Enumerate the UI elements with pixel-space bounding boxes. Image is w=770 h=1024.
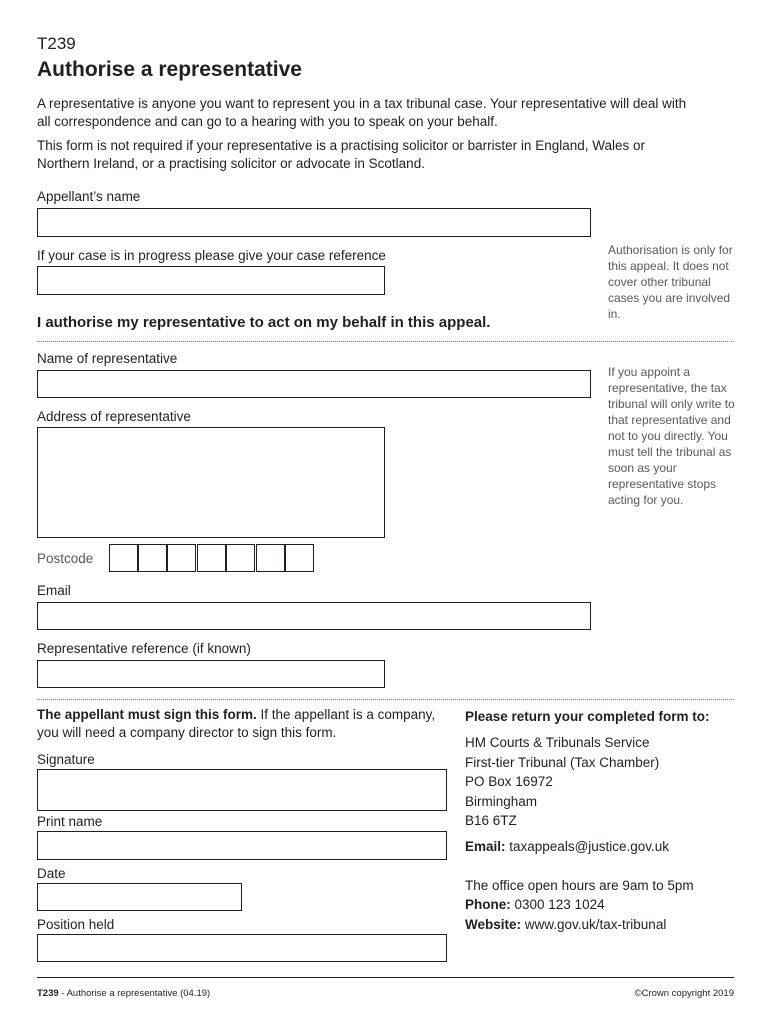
intro-paragraph-2: This form is not required if your representative is a practising solicitor or barrister in England, Wales or Northern Ireland, or a practising solicitor or advocate in Scotland. — [37, 138, 645, 171]
signature-instructions-rest: If the appellant is a company, you will need a company director to sign this form. — [37, 707, 436, 740]
return-address-line: Birmingham — [465, 794, 538, 809]
form-code: T239 — [37, 34, 76, 53]
position-held-field[interactable] — [37, 934, 447, 962]
signature-field[interactable] — [37, 769, 447, 811]
rep-name-label: Name of representative — [37, 351, 178, 366]
page-title: Authorise a representative — [37, 58, 302, 81]
postcode-char-box[interactable] — [167, 544, 196, 572]
postcode-char-box[interactable] — [197, 544, 226, 572]
return-email — [465, 839, 669, 854]
return-phone — [465, 897, 605, 912]
position-held-label: Position held — [37, 917, 115, 932]
copyright: ©Crown copyright 2019 — [634, 988, 734, 999]
rep-reference-label: Representative reference (if known) — [37, 641, 251, 656]
return-address-line: First-tier Tribunal (Tax Chamber) — [465, 755, 660, 770]
rep-address-label: Address of representative — [37, 409, 191, 424]
appoint-note: If you appoint a representative, the tax tribunal will only write to that representative and not to you directly. You must tell the tribunal as soon as your representative stops acting for you. — [608, 365, 735, 507]
footer-rule — [37, 977, 734, 978]
signature-label: Signature — [37, 752, 95, 767]
email-label: Email — [37, 583, 71, 598]
rep-name-field[interactable] — [37, 370, 591, 398]
date-label: Date — [37, 866, 66, 881]
case-reference-field[interactable] — [37, 266, 385, 295]
website-label: Website: — [465, 917, 522, 932]
return-address-line: PO Box 16972 — [465, 774, 553, 789]
print-name-field[interactable] — [37, 831, 447, 860]
print-name-label: Print name — [37, 814, 103, 829]
footer-form-label — [37, 988, 210, 999]
phone-value: 0300 123 1024 — [510, 897, 605, 912]
email-contact-value[interactable]: taxappeals@justice.gov.uk — [505, 839, 670, 854]
phone-label: Phone: — [465, 897, 511, 912]
case-reference-label: If your case is in progress please give your case reference — [37, 248, 386, 263]
postcode-char-box[interactable] — [109, 544, 138, 572]
return-address-line: B16 6TZ — [465, 813, 517, 828]
office-hours: The office open hours are 9am to 5pm — [465, 878, 694, 893]
rep-reference-field[interactable] — [37, 660, 385, 688]
return-address-line: HM Courts & Tribunals Service — [465, 735, 650, 750]
authorisation-note: Authorisation is only for this appeal. It does not cover other tribunal cases you are involved in. — [608, 243, 733, 321]
appellant-name-label: Appellant’s name — [37, 189, 141, 204]
postcode-char-box[interactable] — [226, 544, 255, 572]
signature-instructions-bold: The appellant must sign this form. — [37, 707, 257, 722]
return-website — [465, 917, 666, 932]
footer-desc: - Authorise a representative (04.19) — [58, 988, 211, 999]
postcode-label: Postcode — [37, 551, 94, 566]
intro-paragraph-1: A representative is anyone you want to represent you in a tax tribunal case. Your representative will deal with all correspondence and can go to a hearing with you to speak on your behalf. — [37, 96, 687, 129]
appellant-name-field[interactable] — [37, 208, 591, 237]
email-field[interactable] — [37, 602, 591, 630]
divider — [37, 699, 734, 700]
email-contact-label: Email: — [465, 839, 506, 854]
postcode-char-box[interactable] — [138, 544, 167, 572]
rep-address-field[interactable] — [37, 427, 385, 538]
postcode-char-box[interactable] — [256, 544, 285, 572]
footer-code: T239 — [37, 988, 59, 999]
signature-instructions — [37, 706, 447, 742]
divider — [37, 341, 734, 342]
postcode-char-box[interactable] — [285, 544, 314, 572]
website-value[interactable]: www.gov.uk/tax-tribunal — [521, 917, 667, 932]
date-field[interactable] — [37, 883, 242, 911]
return-heading: Please return your completed form to: — [465, 709, 710, 724]
authorise-statement: I authorise my representative to act on my behalf in this appeal. — [37, 314, 491, 331]
